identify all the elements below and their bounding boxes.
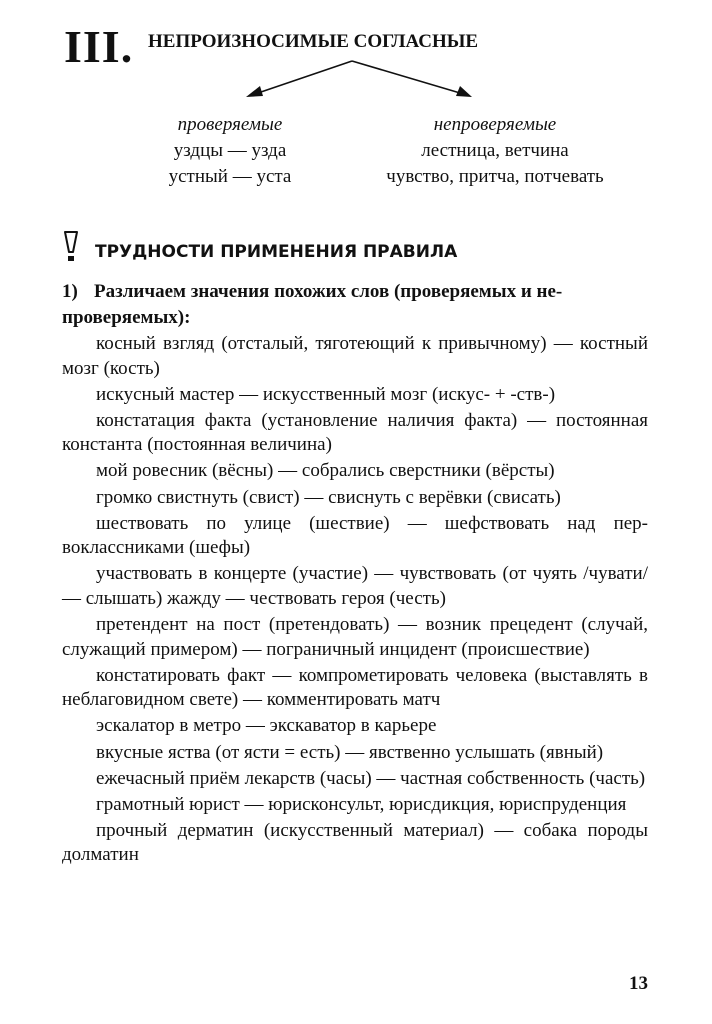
uncheckable-header: непроверяемые (433, 114, 557, 135)
arrow-right-icon (352, 61, 472, 97)
uncheckable-column (360, 112, 630, 190)
uncheckable-example: лестница, ветчина (421, 140, 569, 161)
difficulties-heading: ТРУДНОСТИ ПРИМЕНЕНИЯ ПРАВИЛА (95, 242, 458, 262)
checkable-header: проверяемые (177, 114, 283, 135)
arrow-left-icon (246, 61, 352, 97)
examples-list (62, 332, 648, 869)
example-entry: громко свистнуть (свист) — свиснуть с верёвки (свисать) (96, 486, 561, 508)
checkable-column (140, 112, 320, 190)
point-number: 1) (62, 281, 78, 302)
numbered-point (62, 279, 650, 331)
uncheckable-example: чувство, притча, потчевать (386, 166, 604, 187)
example-entry: ежечасный приём лекарств (часы) — частная собственность (часть) (96, 767, 646, 789)
section-title: НЕПРОИЗНОСИМЫЕ СОГЛАСНЫЕ (148, 31, 479, 52)
example-entry: претендент на пост (претендовать) — возник прецедент (случай, служащий примером) — пограничный инцидент (происшествие) (62, 614, 648, 660)
example-entry: констатировать факт — компрометировать человека (выставлять в неблаговидном свете) — комментировать матч (62, 664, 648, 711)
example-entry: констатация факта (установление наличия факта) — постоянная константа (постоянная величина) (62, 409, 648, 456)
example-entry: прочный дерматин (искусственный материал) — собака породы долматин (62, 819, 648, 866)
point-text: Различаем значения похожих слов (проверяемых и непроверяемых): (62, 281, 563, 328)
checkable-example: устный — уста (168, 166, 292, 187)
example-entry: мой ровесник (вёсны) — собрались сверстники (вёрсты) (96, 460, 555, 482)
example-entry: шествовать по улице (шествие) — шефствовать над первоклассниками (шефы) (62, 512, 648, 559)
example-entry: искусный мастер — искусственный мозг (искус- + -ств-) (96, 383, 556, 405)
branch-arrows (240, 55, 480, 105)
example-entry: грамотный юрист — юрисконсульт, юрисдикция, юриспруденция (96, 793, 627, 815)
example-entry: участвовать в концерте (участие) — чувствовать (от чуять /чувати/ — слышать) жажду — чествовать героя (честь) (62, 563, 648, 609)
example-entry: вкусные яства (от ясти = есть) — явственно услышать (явный) (96, 741, 604, 763)
checkable-example: уздцы — узда (173, 140, 287, 161)
example-entry: косный взгляд (отсталый, тяготеющий к привычному) — костный мозг (кость) (62, 333, 648, 379)
page-number: 13 (629, 973, 648, 994)
example-entry: эскалатор в метро — экскаватор в карьере (96, 715, 437, 737)
section-number: III. (64, 21, 134, 72)
exclamation-icon (62, 230, 80, 262)
